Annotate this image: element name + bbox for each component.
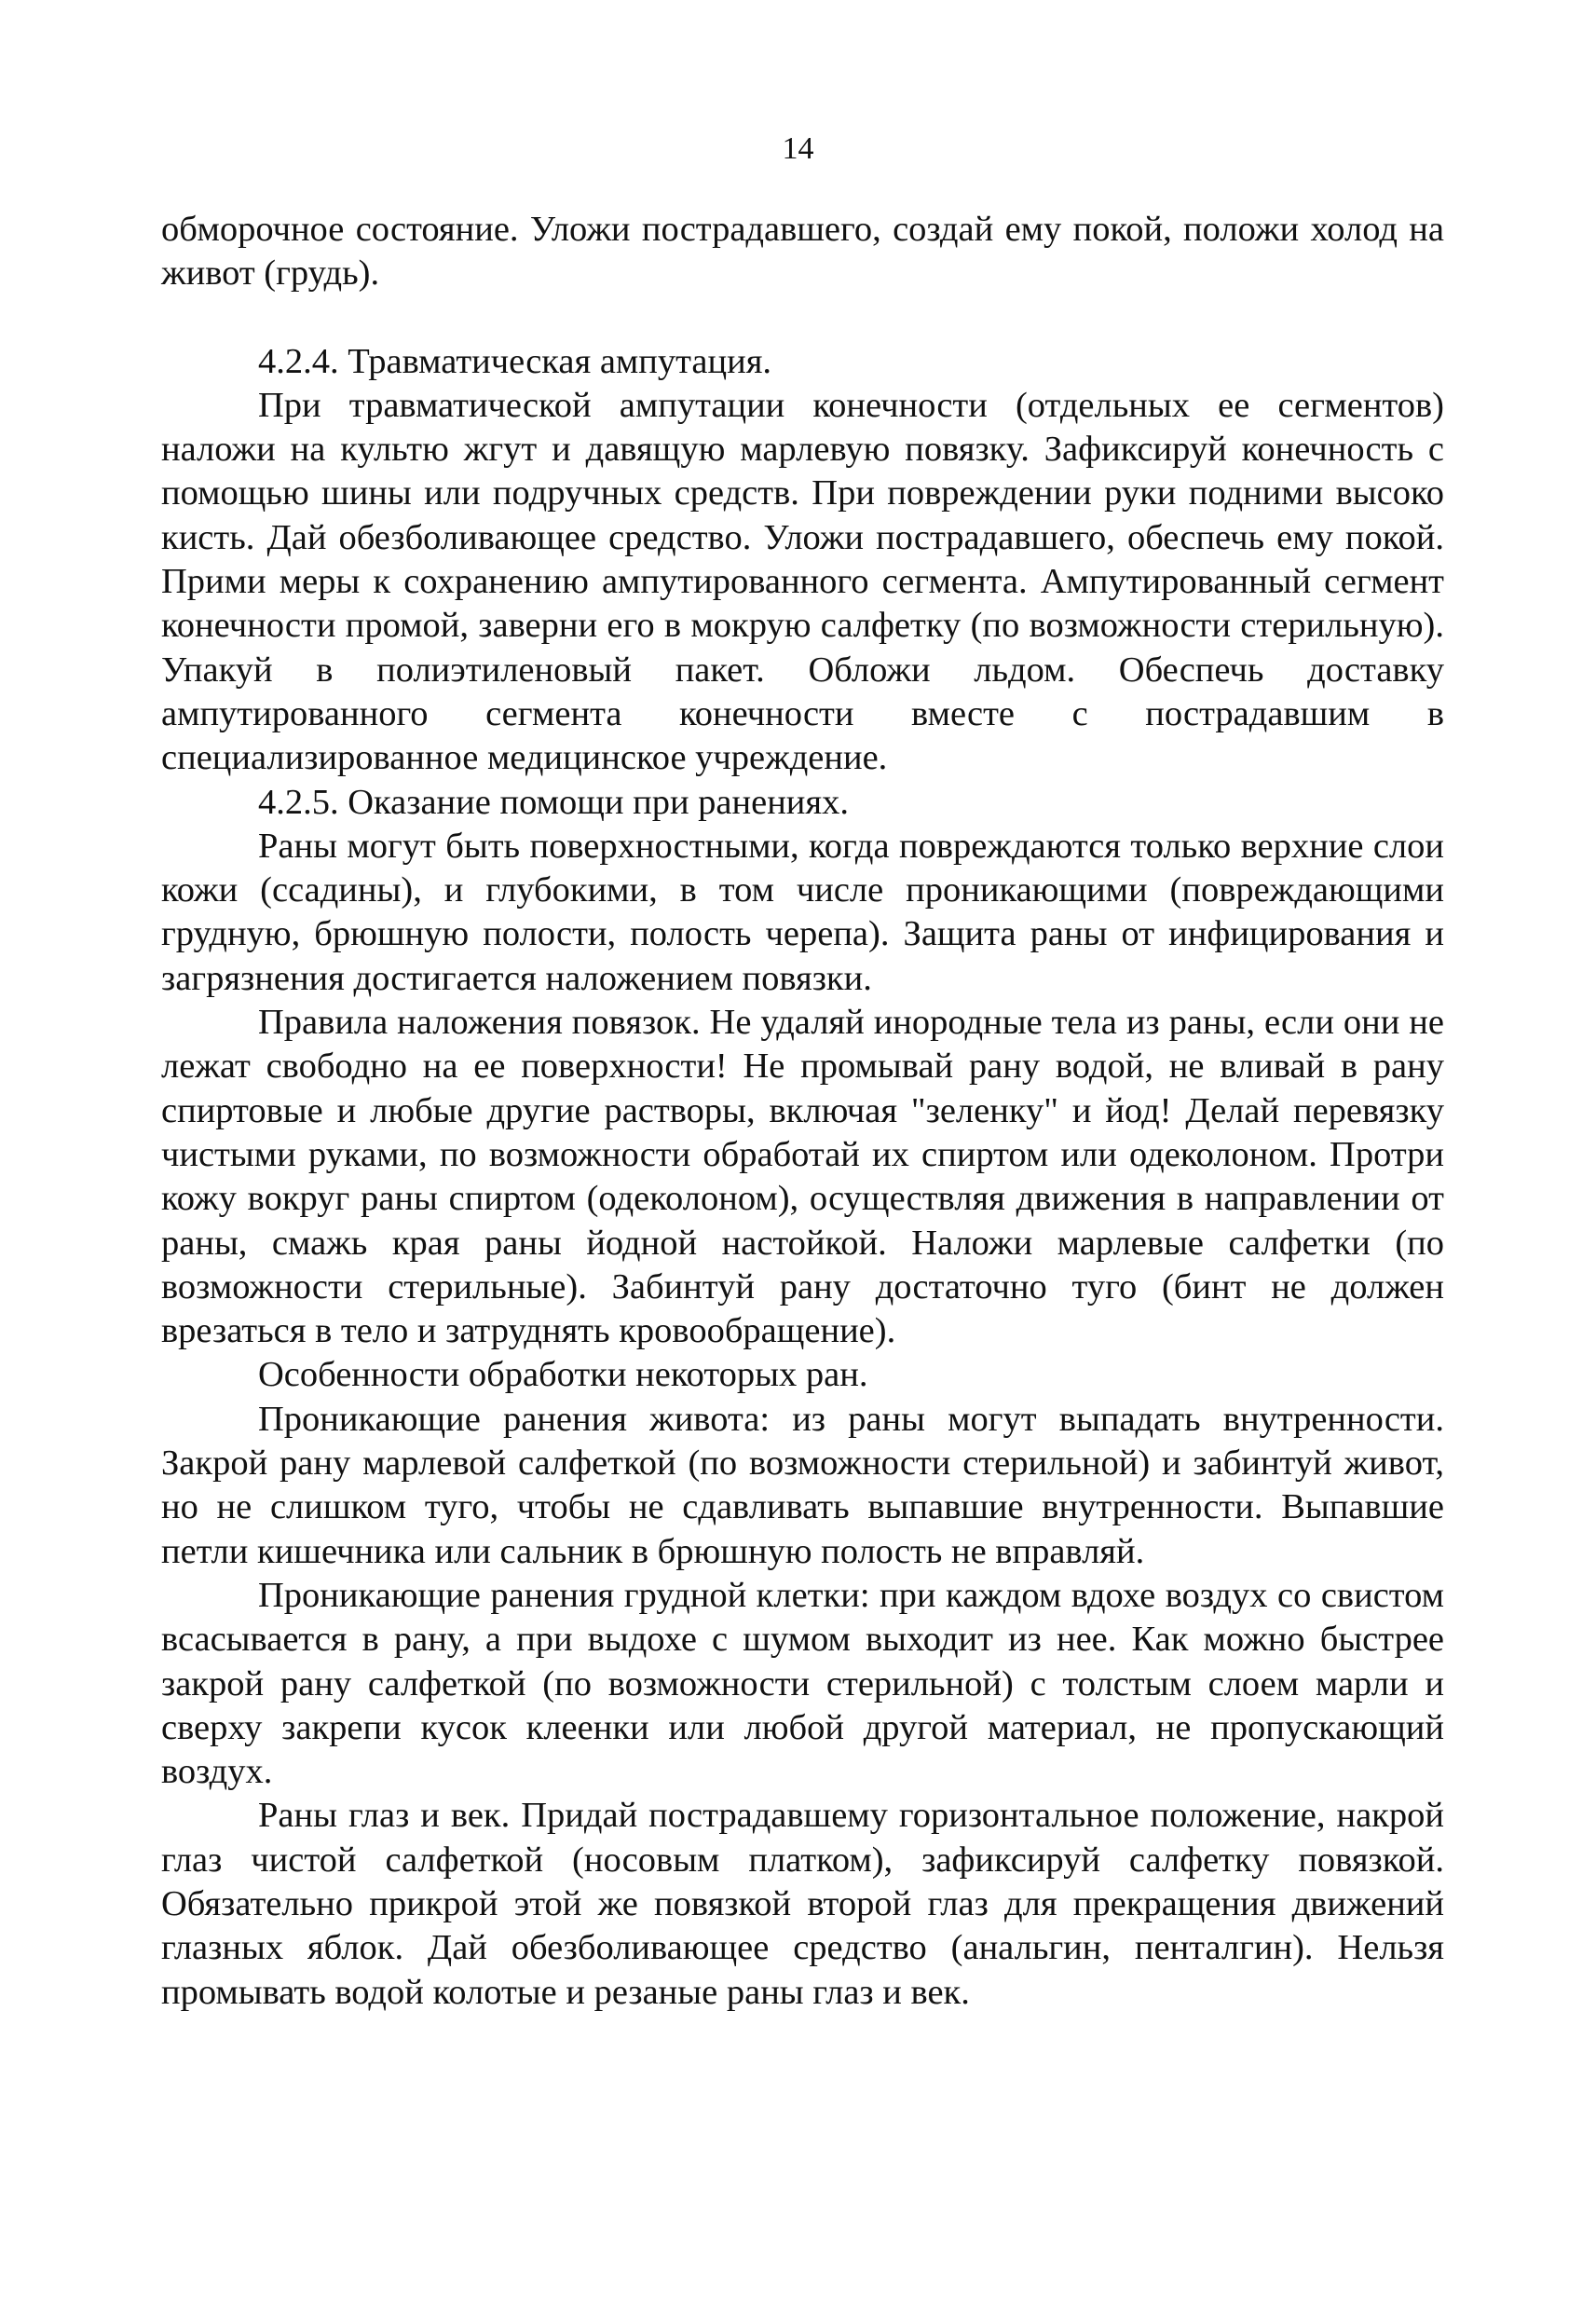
section-heading-traumatic-amputation: 4.2.4. Травматическая ампутация. xyxy=(258,341,772,381)
paragraph-amputation-instructions: При травматической ампутации конечности (отдельных ее сегментов) наложи на культю жгут и давящую марлевую повязку. Зафиксируй конечность с помощью шины или подручных средств. При повреждении руки подними высоко кисть. Дай обезболивающее средство. Уложи пострадавшего, обеспечь ему покой. Прими меры к сохранению ампутированного сегмента. Ампутированный сегмент конечности промой, заверни его в мокрую салфетку (по возможности стерильную). Упакуй в полиэтиленовый пакет. Обложи льдом. Обеспечь доставку ампутированного сегмента конечности вместе с пострадавшим в специализированное медицинское учреждение. xyxy=(161,385,1444,778)
paragraph-chest-wounds: Проникающие ранения грудной клетки: при каждом вдохе воздух со свистом всасывается в рану, а при выдохе с шумом выходит из нее. Как можно быстрее закрой рану салфеткой (по возможности стерильной) с толстым слоем марли и сверху закрепи кусок клеенки или любой другой материал, не пропускающий воздух. xyxy=(161,1575,1444,1792)
paragraph-eye-wounds: Раны глаз и век. Придай пострадавшему горизонтальное положение, накрой глаз чистой салфеткой (носовым платком), зафиксируй салфетку повязкой. Обязательно прикрой этой же повязкой второй глаз для прекращения движений глазных яблок. Дай обезболивающее средство (анальгин, пенталгин). Нельзя промывать водой колотые и резаные раны глаз и век. xyxy=(161,1796,1444,2012)
paragraph-abdominal-wounds: Проникающие ранения живота: из раны могут выпадать внутренности. Закрой рану марлевой салфеткой (по возможности стерильной) и забинтуй живот, но не слишком туго, чтобы не сдавливать выпавшие внутренности. Выпавшие петли кишечника или сальник в брюшную полость не вправляй. xyxy=(161,1399,1444,1571)
paragraph-continuation: обморочное состояние. Уложи пострадавшего, создай ему покой, положи холод на живот (грудь). xyxy=(161,210,1444,294)
subheading-special-wounds: Особенности обработки некоторых ран. xyxy=(258,1355,868,1395)
section-heading-wound-care: 4.2.5. Оказание помощи при ранениях. xyxy=(258,782,849,822)
paragraph-bandage-rules: Правила наложения повязок. Не удаляй инородные тела из раны, если они не лежат свободно на ее поверхности! Не промывай рану водой, не вливай в рану спиртовые и любые другие растворы, включая "зеленку" и йод! Делай перевязку чистыми руками, по возможности обработай их спиртом или одеколоном. Протри кожу вокруг раны спиртом (одеколоном), осуществляя движения в направлении от раны, смажь края раны йодной настойкой. Наложи марлевые салфетки (по возможности стерильные). Забинтуй рану достаточно туго (бинт не должен врезаться в тело и затруднять кровообращение). xyxy=(161,1003,1444,1351)
document-body xyxy=(161,208,1444,2015)
page-number: 14 xyxy=(782,131,814,166)
paragraph-wound-types: Раны могут быть поверхностными, когда повреждаются только верхние слои кожи (ссадины), и глубокими, в том числе проникающими (повреждающими грудную, брюшную полости, полость черепа). Защита раны от инфицирования и загрязнения достигается наложением повязки. xyxy=(161,826,1444,998)
